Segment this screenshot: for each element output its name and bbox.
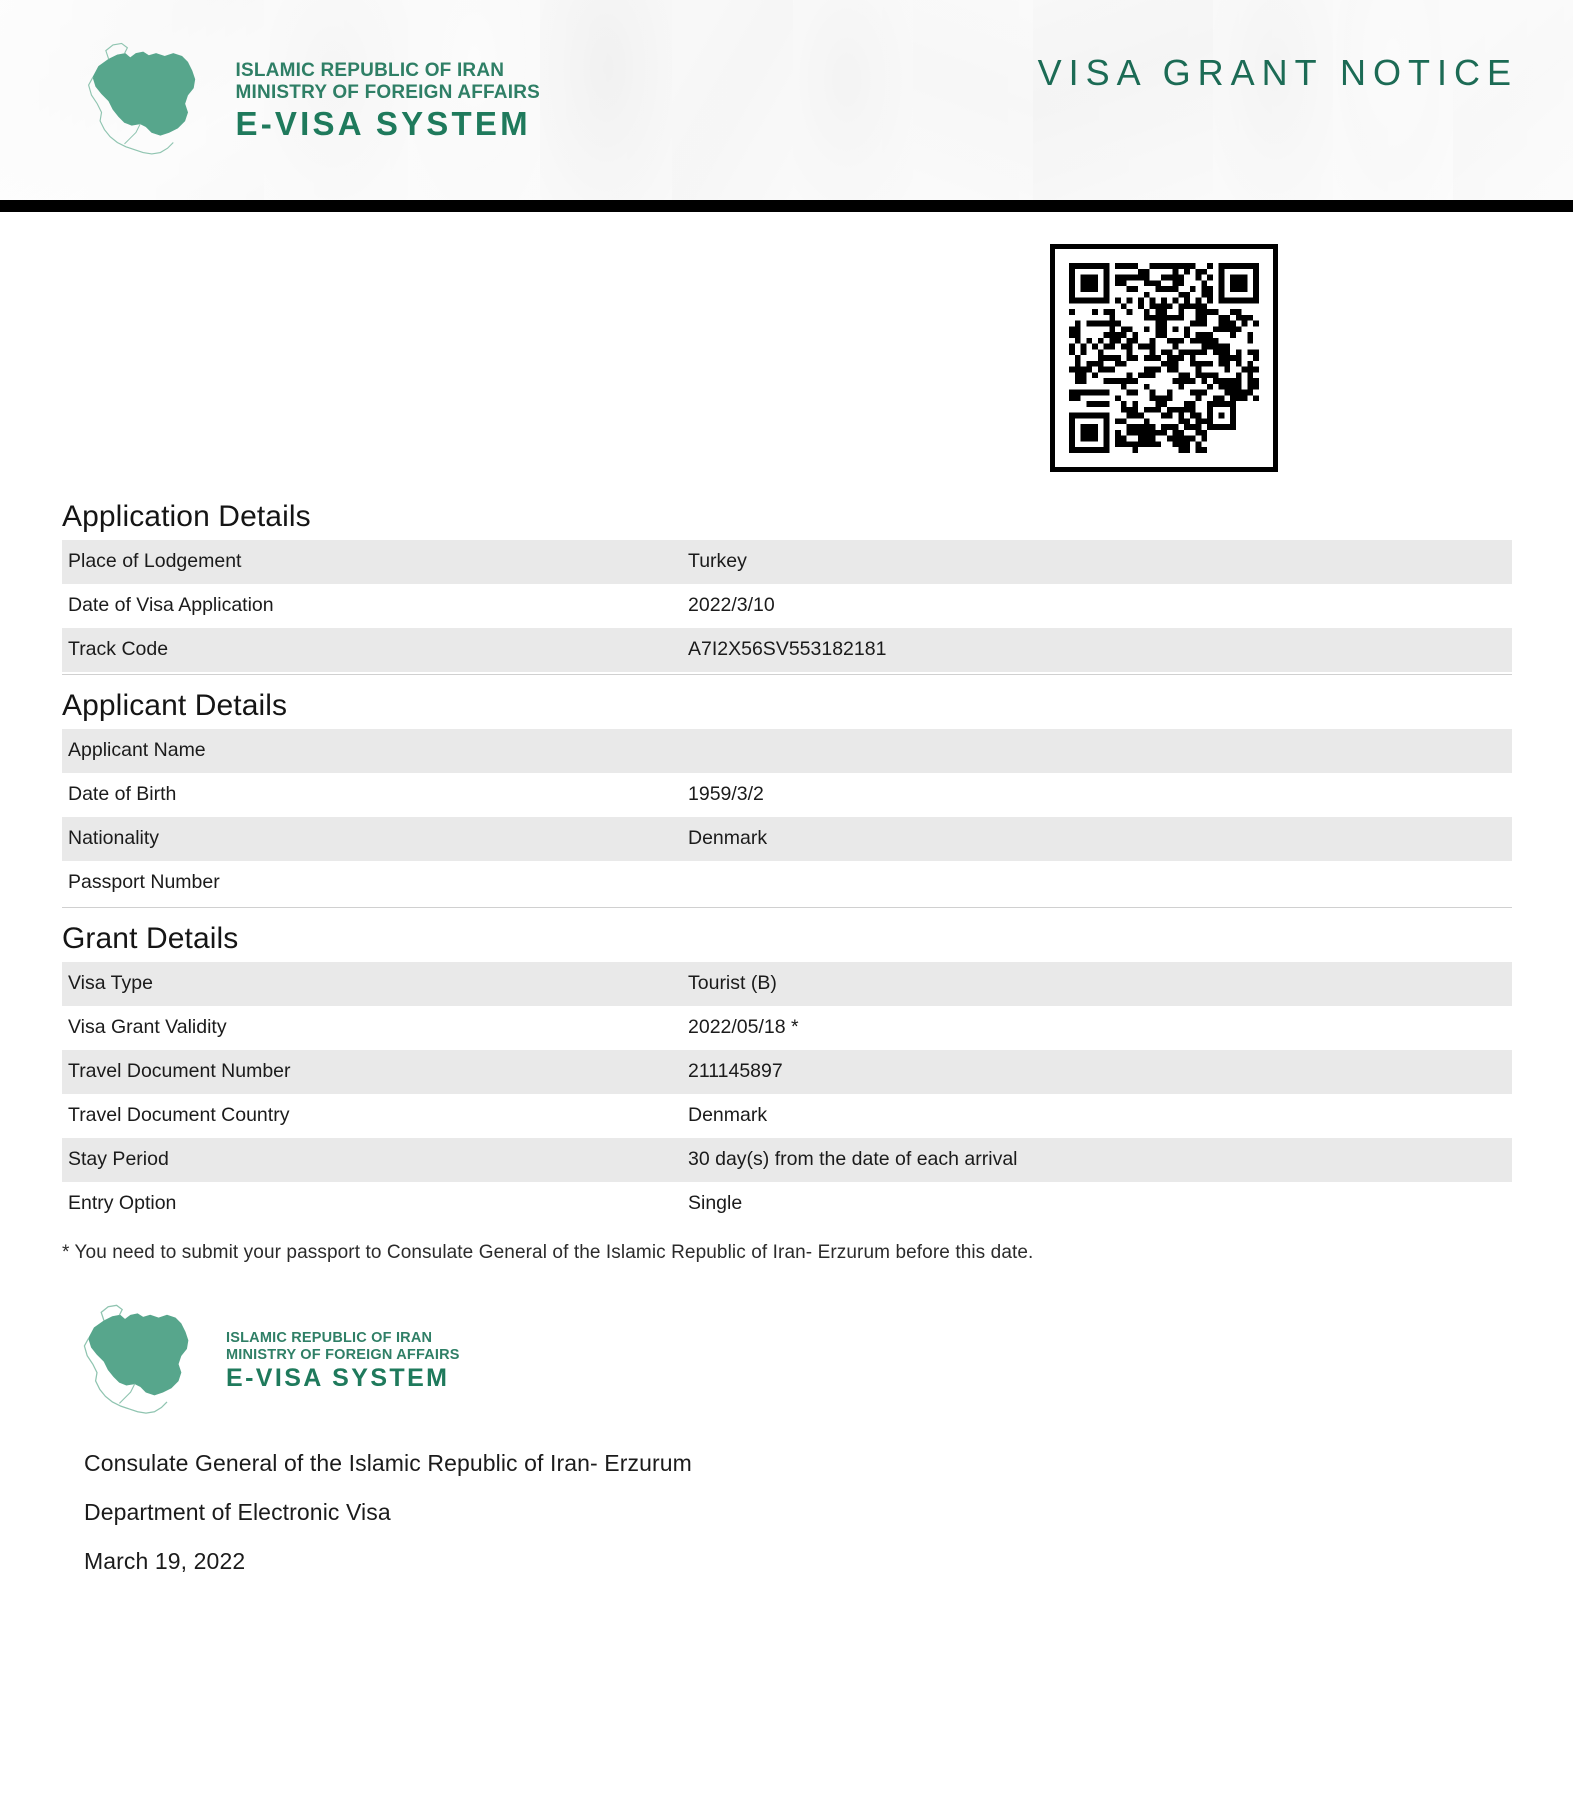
row-label: Nationality	[68, 827, 160, 849]
table-row	[62, 1138, 1512, 1182]
row-value	[682, 729, 1512, 773]
table-row	[62, 817, 1512, 861]
row-label: Visa Grant Validity	[68, 1016, 227, 1038]
table-row	[62, 962, 1512, 1006]
header-banner	[0, 0, 1573, 200]
footer-logo-text	[226, 1331, 460, 1391]
page-title: VISA GRANT NOTICE	[1037, 52, 1518, 93]
footer-logo-line-1: ISLAMIC REPUBLIC OF IRAN	[226, 1330, 433, 1346]
signature-block	[84, 1450, 1511, 1575]
table-row	[62, 861, 1512, 905]
row-value: Denmark	[688, 827, 768, 849]
qr-code[interactable]	[1050, 244, 1278, 472]
table-row	[62, 773, 1512, 817]
table-row	[62, 1006, 1512, 1050]
row-value: Single	[688, 1192, 743, 1214]
row-value: 2022/3/10	[688, 594, 775, 616]
section-title: Applicant Details	[62, 689, 288, 722]
row-value: 30 day(s) from the date of each arrival	[688, 1148, 1018, 1170]
row-label: Place of Lodgement	[68, 550, 242, 572]
table-row	[62, 540, 1512, 584]
row-value	[682, 861, 1512, 905]
logo-line-1: ISLAMIC REPUBLIC OF IRAN	[235, 60, 505, 81]
row-label: Visa Type	[68, 972, 153, 994]
iran-map-icon	[80, 13, 224, 188]
section-divider	[62, 907, 1512, 908]
row-value: 2022/05/18 *	[688, 1016, 799, 1038]
iran-map-icon	[76, 1287, 216, 1435]
row-label: Track Code	[68, 638, 169, 660]
signature-line: Department of Electronic Visa	[84, 1499, 391, 1525]
grant-details-table	[62, 962, 1512, 1226]
row-value: A7I2X56SV553182181	[688, 638, 887, 660]
table-row	[62, 1182, 1512, 1226]
application-details-table	[62, 540, 1512, 672]
signature-line: Consulate General of the Islamic Republic of Iran- Erzurum	[84, 1450, 692, 1476]
footer-logo-line-3: E-VISA SYSTEM	[226, 1364, 450, 1392]
section-title: Grant Details	[62, 922, 239, 955]
row-label: Travel Document Country	[68, 1104, 290, 1126]
section-application-details	[62, 500, 1511, 675]
signature-line: March 19, 2022	[84, 1548, 246, 1574]
footer-logo-line-2: MINISTRY OF FOREIGN AFFAIRS	[226, 1346, 460, 1363]
section-divider	[62, 674, 1512, 675]
section-title: Application Details	[62, 500, 311, 533]
row-value: Tourist (B)	[688, 972, 777, 994]
row-value: Turkey	[688, 550, 747, 572]
header-divider-rule	[0, 200, 1573, 212]
row-label: Date of Birth	[68, 783, 177, 805]
row-label: Date of Visa Application	[68, 594, 274, 616]
row-label: Applicant Name	[68, 739, 206, 761]
row-value: Denmark	[688, 1104, 768, 1126]
logo-line-3: E-VISA SYSTEM	[235, 105, 531, 142]
qr-code-canvas	[1069, 263, 1259, 453]
row-label: Stay Period	[68, 1148, 169, 1170]
row-value: 211145897	[688, 1060, 783, 1082]
evisa-logo	[80, 8, 540, 193]
footnote: * You need to submit your passport to Consulate General of the Islamic Republic of Iran- Erzurum before this date.	[62, 1242, 1034, 1263]
applicant-details-table	[62, 729, 1512, 905]
row-value: 1959/3/2	[688, 783, 764, 805]
logo-line-2: MINISTRY OF FOREIGN AFFAIRS	[235, 82, 540, 103]
table-row	[62, 1050, 1512, 1094]
document-body	[0, 500, 1573, 1597]
table-row	[62, 729, 1512, 773]
table-row	[62, 584, 1512, 628]
footer-evisa-logo	[62, 1286, 1511, 1436]
section-applicant-details	[62, 689, 1511, 908]
row-label: Passport Number	[68, 871, 220, 893]
table-row	[62, 1094, 1512, 1138]
section-grant-details	[62, 922, 1511, 1226]
table-row	[62, 628, 1512, 672]
evisa-logo-text	[236, 61, 540, 140]
row-label: Entry Option	[68, 1192, 177, 1214]
row-label: Travel Document Number	[68, 1060, 291, 1082]
